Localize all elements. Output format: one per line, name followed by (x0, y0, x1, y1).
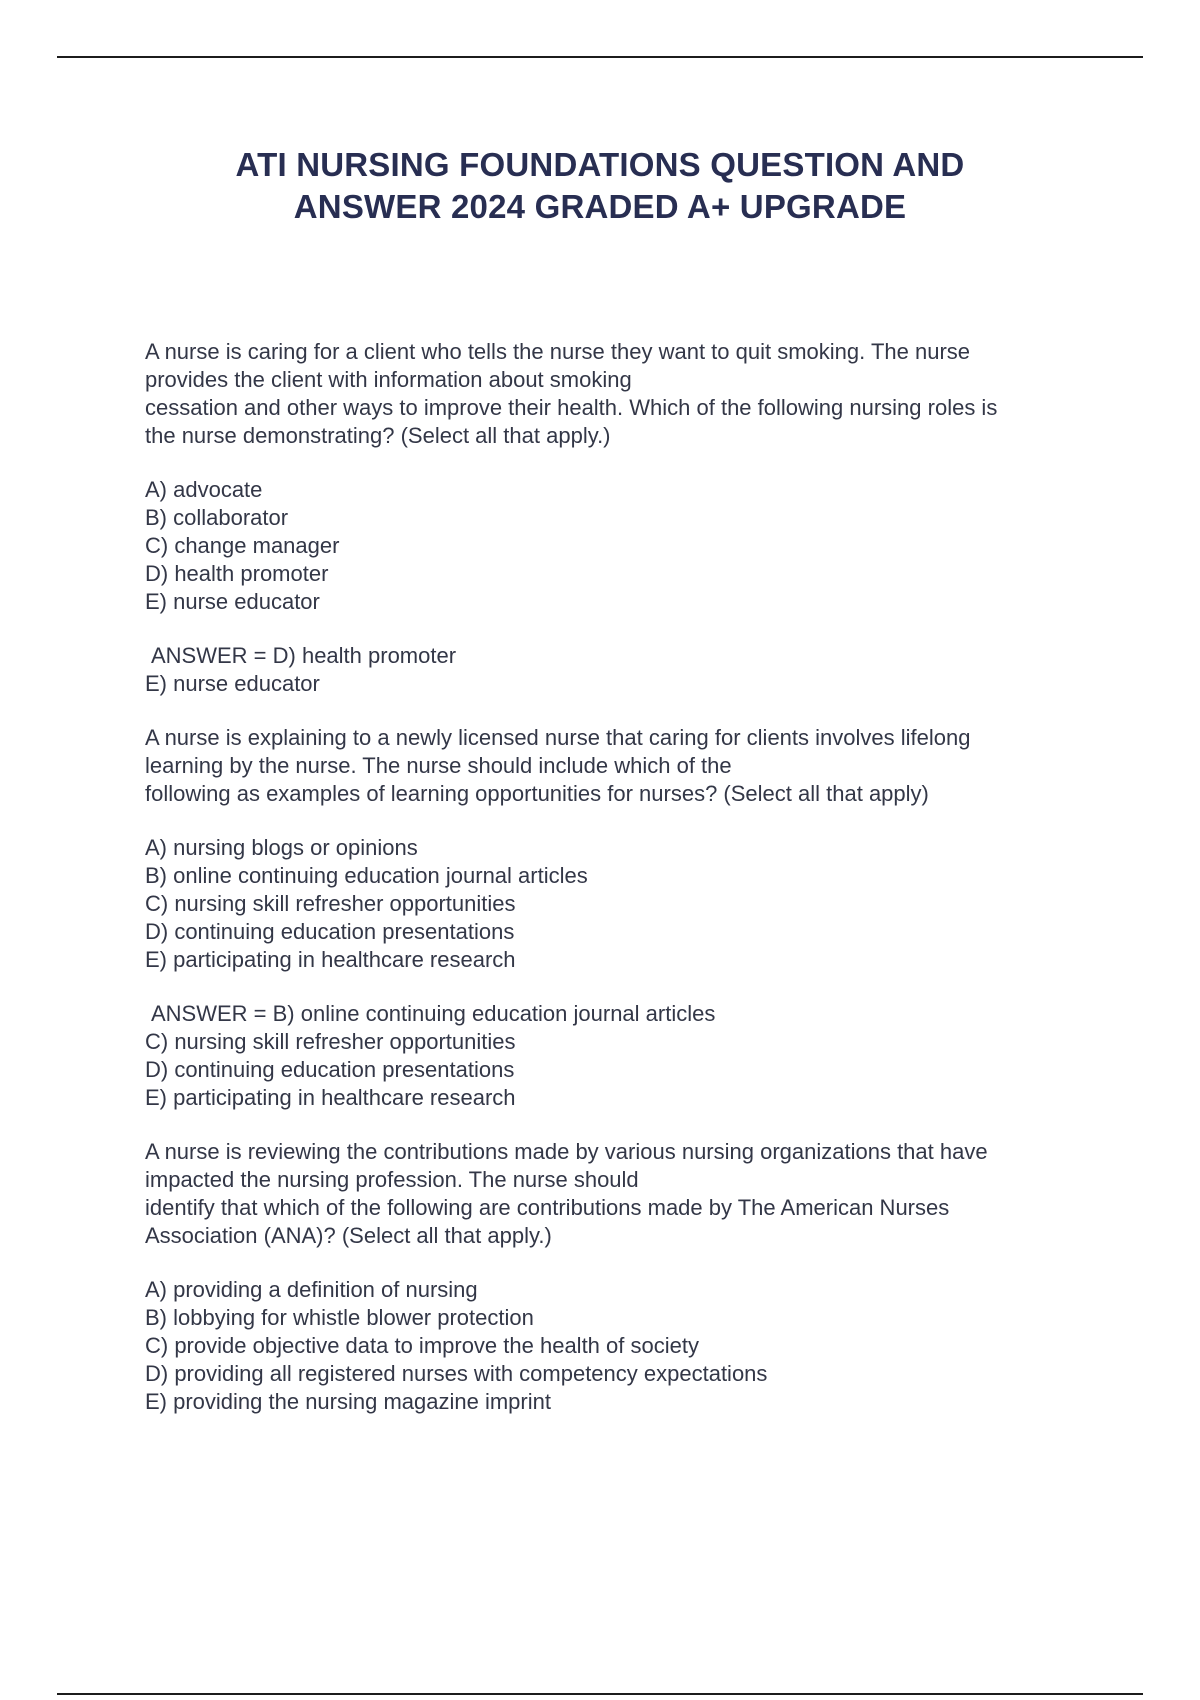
option-item: A) nursing blogs or opinions (145, 835, 418, 860)
answer-block (145, 642, 1105, 698)
option-item: B) collaborator (145, 505, 289, 530)
answer-line: ANSWER = D) health promoter (151, 643, 457, 668)
option-item: B) lobbying for whistle blower protection (145, 1305, 534, 1330)
option-list (145, 476, 1105, 616)
option-item: B) online continuing education journal articles (145, 863, 588, 888)
answer-line: D) continuing education presentations (145, 1057, 515, 1082)
option-list (145, 1276, 1105, 1416)
document-body (145, 338, 1105, 1416)
answer-line: E) nurse educator (145, 671, 320, 696)
option-item: E) nurse educator (145, 589, 320, 614)
option-item: D) providing all registered nurses with competency expectations (145, 1361, 768, 1386)
header-rule (57, 56, 1143, 58)
stem-line: A nurse is explaining to a newly licensed nurse that caring for clients involves lifelong (145, 725, 971, 750)
answer-block (145, 1000, 1105, 1112)
stem-line: identify that which of the following are contributions made by The American Nurses (145, 1195, 950, 1220)
stem-line: A nurse is reviewing the contributions made by various nursing organizations that have (145, 1139, 988, 1164)
title-line: ATI NURSING FOUNDATIONS QUESTION AND (235, 146, 965, 183)
stem-line: impacted the nursing profession. The nurse should (145, 1167, 639, 1192)
option-item: D) continuing education presentations (145, 919, 515, 944)
question-stem (145, 1138, 1105, 1250)
answer-line: C) nursing skill refresher opportunities (145, 1029, 516, 1054)
question-stem (145, 724, 1105, 808)
question-stem (145, 338, 1105, 450)
option-item: A) providing a definition of nursing (145, 1277, 478, 1302)
stem-line: Association (ANA)? (Select all that apply.) (145, 1223, 552, 1248)
option-item: E) providing the nursing magazine imprint (145, 1389, 551, 1414)
option-item: C) change manager (145, 533, 340, 558)
option-item: D) health promoter (145, 561, 329, 586)
answer-line: ANSWER = B) online continuing education journal articles (151, 1001, 716, 1026)
option-list (145, 834, 1105, 974)
stem-line: A nurse is caring for a client who tells the nurse they want to quit smoking. The nurse (145, 339, 971, 364)
option-item: A) advocate (145, 477, 263, 502)
answer-line: E) participating in healthcare research (145, 1085, 516, 1110)
footer-rule (57, 1693, 1143, 1695)
option-item: C) nursing skill refresher opportunities (145, 891, 516, 916)
option-item: C) provide objective data to improve the health of society (145, 1333, 699, 1358)
title-line: ANSWER 2024 GRADED A+ UPGRADE (293, 188, 907, 225)
document-title (100, 144, 1100, 228)
stem-line: following as examples of learning opportunities for nurses? (Select all that apply) (145, 781, 929, 806)
stem-line: cessation and other ways to improve their health. Which of the following nursing roles is (145, 395, 998, 420)
stem-line: provides the client with information about smoking (145, 367, 632, 392)
stem-line: the nurse demonstrating? (Select all that apply.) (145, 423, 611, 448)
stem-line: learning by the nurse. The nurse should include which of the (145, 753, 732, 778)
option-item: E) participating in healthcare research (145, 947, 516, 972)
